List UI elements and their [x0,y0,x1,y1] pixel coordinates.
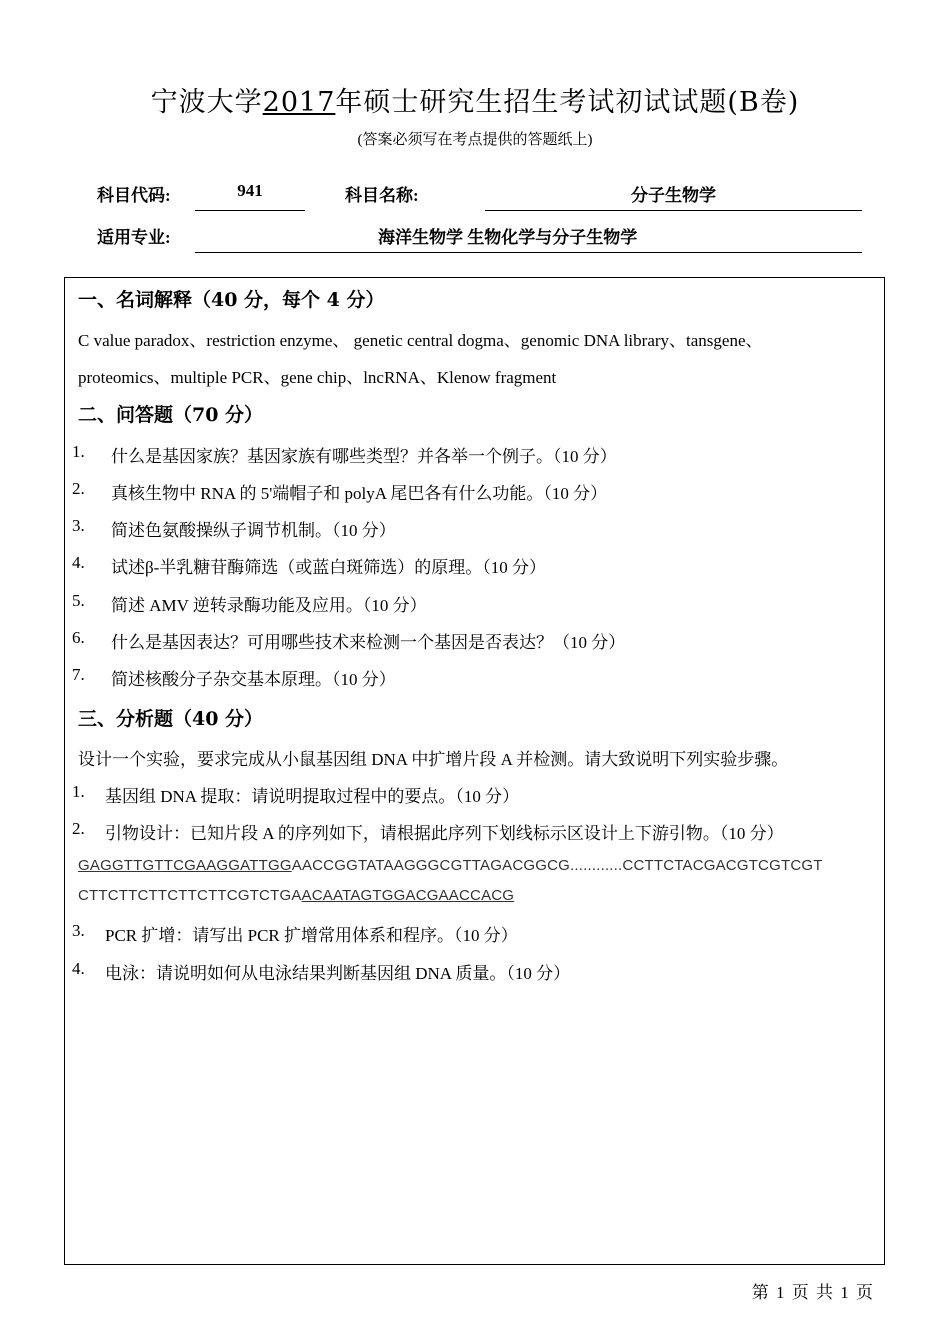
q3-3-num: 3. [72,921,85,940]
page-number: 第 1 页 共 1 页 [751,1283,873,1302]
q2-5-num: 5. [72,591,85,610]
q2-2-num: 2. [72,479,85,498]
major-underline [195,252,862,253]
section1-title: 一、名词解释（40 分，每个 4 分） [78,289,385,311]
subject-code-value: 941 [237,181,263,200]
q3-3-text: PCR 扩增：请写出 PCR 扩增常用体系和程序。（10 分） [105,926,518,945]
answer-instruction: (答案必须写在考点提供的答题纸上) [357,132,593,148]
major-label: 适用专业: [97,228,171,247]
q3-1-text: 基因组 DNA 提取：请说明提取过程中的要点。（10 分） [105,787,520,806]
q2-4-num: 4. [72,553,85,572]
title-suffix: 年硕士研究生招生考试初试试题(B卷) [335,87,800,118]
sequence-middle: AACCGGTATAAGGGCGTTAGACGGCG............CCTTCTACGACGTCGTCGT [291,857,823,874]
section1-terms-line1: C value paradox、restriction enzyme、 genetic central dogma、genomic DNA library、tansgene、 [78,331,763,350]
dna-sequence-line1 [78,857,823,874]
subject-code-label: 科目代码: [97,186,171,205]
q2-2-text: 真核生物中 RNA 的 5'端帽子和 polyA 尾巴各有什么功能。（10 分） [111,484,608,503]
exam-title [0,80,950,119]
subject-code-underline [195,210,305,211]
q2-1-text: 什么是基因家族？基因家族有哪些类型？并各举一个例子。（10 分） [111,447,617,466]
q3-4-text: 电泳：请说明如何从电泳结果判断基因组 DNA 质量。（10 分） [105,964,571,983]
section3-intro: 设计一个实验，要求完成从小鼠基因组 DNA 中扩增片段 A 并检测。请大致说明下列实验步骤。 [78,750,789,769]
major-value: 海洋生物学 生物化学与分子生物学 [378,228,638,247]
q2-3-num: 3. [72,516,85,535]
section3-title: 三、分析题（40 分） [78,708,264,730]
q2-3-text: 简述色氨酸操纵子调节机制。（10 分） [111,521,396,540]
q3-4-num: 4. [72,959,85,978]
subject-name-value: 分子生物学 [631,186,716,205]
subject-name-underline [485,210,862,211]
sequence-tail: CTTCTTCTTCTTCTTCGTCTGA [78,887,302,904]
section1-terms-line2: proteomics、multiple PCR、gene chip、lncRNA、Klenow fragment [78,368,557,387]
q3-2-text: 引物设计：已知片段 A 的序列如下，请根据此序列下划线标示区设计上下游引物。（10 分） [105,824,784,843]
subject-name-label: 科目名称: [345,186,419,205]
forward-primer-region: GAGGTTGTTCGAAGGATTGG [78,857,292,874]
q3-2-num: 2. [72,819,85,838]
q2-6-text: 什么是基因表达？可用哪些技术来检测一个基因是否表达？（10 分） [111,633,626,652]
q2-7-num: 7. [72,665,85,684]
dna-sequence-line2 [78,887,514,904]
section2-title: 二、问答题（70 分） [78,404,264,426]
q3-1-num: 1. [72,782,85,801]
q2-1-num: 1. [72,442,85,461]
reverse-primer-region: ACAATAGTGGACGAACCACG [301,887,515,904]
title-year: 2017 [262,87,336,118]
q2-6-num: 6. [72,628,85,647]
q2-4-text: 试述β-半乳糖苷酶筛选（或蓝白斑筛选）的原理。（10 分） [111,558,547,577]
title-prefix: 宁波大学 [150,87,263,118]
q2-5-text: 简述 AMV 逆转录酶功能及应用。（10 分） [111,596,427,615]
q2-7-text: 简述核酸分子杂交基本原理。（10 分） [111,670,396,689]
